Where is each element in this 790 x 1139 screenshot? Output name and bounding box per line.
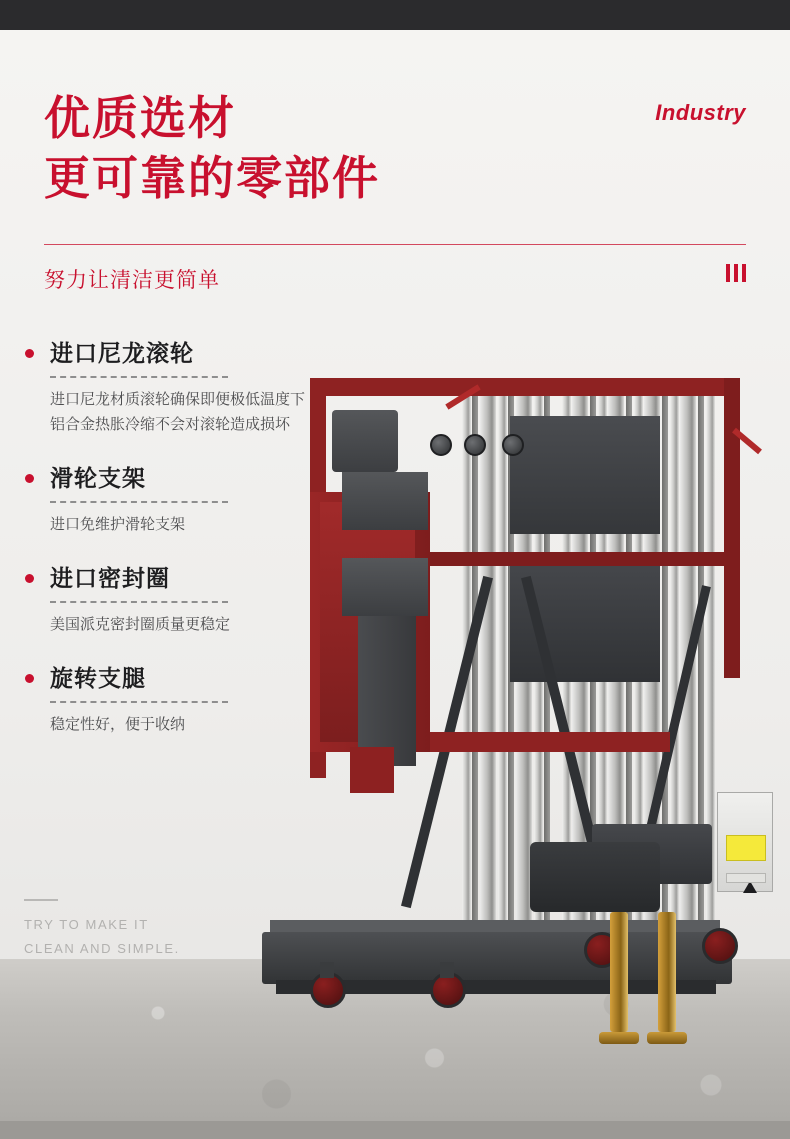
feature-dashed-rule [50,601,228,603]
header-divider [44,244,746,245]
feature-description: 美国派克密封圈质量更稳定 [50,616,231,633]
feature-description: 进口尼龙材质滚轮确保即便极低温度下铝合金热胀冷缩不会对滚轮造成损坏 [50,391,306,433]
bullet-icon [25,574,34,583]
feature-description: 稳定性好，便于收纳 [50,716,186,733]
bullet-icon [25,674,34,683]
headline-line-1: 优质选材 [44,92,236,144]
feature-dashed-rule [50,501,228,503]
slogan-rule [24,899,58,901]
footer-slogan [24,899,224,961]
floor-bottom-strip [0,1121,790,1139]
feature-description: 进口免维护滑轮支架 [50,516,186,533]
control-box [717,792,773,892]
feature-title: 进口尼龙滚轮 [50,340,194,366]
bullet-icon [25,474,34,483]
feature-dashed-rule [50,701,228,703]
top-dark-bar [0,0,790,30]
decorative-bars-icon [726,264,746,282]
bullet-icon [25,349,34,358]
subheading: 努力让清洁更简单 [44,269,220,292]
page-title [44,88,564,208]
control-box-sub-label [726,873,766,883]
feature-title: 旋转支腿 [50,665,146,691]
brand-label: Industry [655,100,746,125]
feature-dashed-rule [50,376,228,378]
slogan-line-2: CLEAN AND SIMPLE. [24,941,180,956]
product-illustration [262,372,790,1072]
slogan-line-1: TRY TO MAKE IT [24,917,149,932]
feature-title: 进口密封圈 [50,565,170,591]
feature-title: 滑轮支架 [50,465,146,491]
headline-line-2: 更可靠的零部件 [44,152,380,204]
warning-label [726,835,766,861]
